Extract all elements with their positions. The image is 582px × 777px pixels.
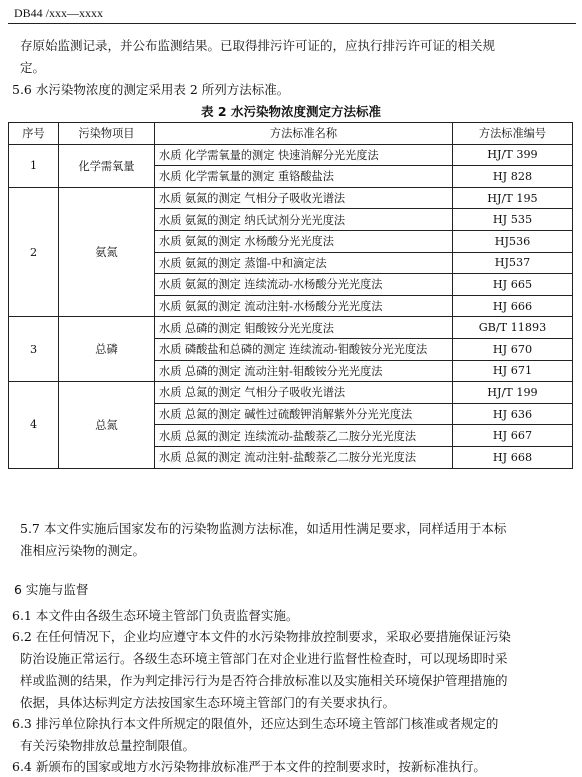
- method-code: HJ 636: [453, 403, 573, 425]
- clause-5-7-line-1: 5.7 本文件实施后国家发布的污染物监测方法标准，如适用性满足要求，同样适用于本标: [20, 521, 507, 536]
- method-code: HJ/T 195: [453, 187, 573, 209]
- method-code: HJ 671: [453, 360, 573, 382]
- method-name: 水质 总磷的测定 流动注射-钼酸铵分光光度法: [155, 360, 453, 382]
- header-code: 方法标准编号: [453, 123, 573, 145]
- method-name: 水质 磷酸盐和总磷的测定 连续流动-钼酸铵分光光度法: [155, 338, 453, 360]
- clause-6-2-line-1: 6.2 在任何情况下，企业均应遵守本文件的水污染物排放控制要求，采取必要措施保证污染: [12, 629, 511, 644]
- method-code: HJ 668: [453, 446, 573, 468]
- method-standard-table: [8, 122, 573, 469]
- method-code: GB/T 11893: [453, 317, 573, 339]
- table-caption: 表 2 水污染物浓度测定方法标准: [201, 104, 381, 119]
- pollutant-item: 总氮: [59, 382, 155, 468]
- method-code: HJ 666: [453, 295, 573, 317]
- header-no: 序号: [9, 123, 59, 145]
- method-name: 水质 氨氮的测定 气相分子吸收光谱法: [155, 187, 453, 209]
- method-code: HJ 670: [453, 338, 573, 360]
- method-name: 水质 总氮的测定 碱性过硫酸钾消解紫外分光光度法: [155, 403, 453, 425]
- table-row: [9, 317, 573, 339]
- clause-6-3-line-1: 6.3 排污单位除执行本文件所规定的限值外，还应达到生态环境主管部门核准或者规定的: [12, 716, 499, 731]
- row-number: 3: [9, 317, 59, 382]
- clause-6-2-line-3: 样或监测的结果，作为判定排污行为是否符合排放标准以及实施相关环境保护管理措施的: [20, 673, 508, 688]
- method-name: 水质 化学需氧量的测定 快速消解分光光度法: [155, 144, 453, 166]
- header-rule: [8, 23, 576, 24]
- header-method: 方法标准名称: [155, 123, 453, 145]
- row-number: 1: [9, 144, 59, 187]
- table-row: [9, 382, 573, 404]
- table-row: [9, 187, 573, 209]
- clause-6-4: 6.4 新颁布的国家或地方水污染物排放标准严于本文件的控制要求时，按新标准执行。: [12, 759, 486, 774]
- row-number: 4: [9, 382, 59, 468]
- method-name: 水质 氨氮的测定 连续流动-水杨酸分光光度法: [155, 274, 453, 296]
- clause-5-7-line-2: 准相应污染物的测定。: [20, 543, 146, 558]
- method-code: HJ 535: [453, 209, 573, 231]
- method-code: HJ/T 199: [453, 382, 573, 404]
- method-name: 水质 总氮的测定 连续流动-盐酸萘乙二胺分光光度法: [155, 425, 453, 447]
- method-name: 水质 总磷的测定 钼酸铵分光光度法: [155, 317, 453, 339]
- method-code: HJ536: [453, 230, 573, 252]
- method-code: HJ/T 399: [453, 144, 573, 166]
- table-row: [9, 144, 573, 166]
- method-code: HJ 828: [453, 166, 573, 188]
- method-name: 水质 氨氮的测定 蒸馏-中和滴定法: [155, 252, 453, 274]
- method-name: 水质 氨氮的测定 流动注射-水杨酸分光光度法: [155, 295, 453, 317]
- method-name: 水质 总氮的测定 气相分子吸收光谱法: [155, 382, 453, 404]
- clause-6-1: 6.1 本文件由各级生态环境主管部门负责监督实施。: [12, 608, 299, 623]
- clause-5-6: 5.6 水污染物浓度的测定采用表 2 所列方法标准。: [12, 82, 290, 97]
- method-name: 水质 氨氮的测定 纳氏试剂分光光度法: [155, 209, 453, 231]
- method-code: HJ 667: [453, 425, 573, 447]
- pollutant-item: 化学需氧量: [59, 144, 155, 187]
- method-code: HJ 665: [453, 274, 573, 296]
- doc-header: DB44 /xxx—xxxx: [14, 6, 104, 20]
- row-number: 2: [9, 187, 59, 317]
- method-name: 水质 总氮的测定 流动注射-盐酸萘乙二胺分光光度法: [155, 446, 453, 468]
- table-header-row: [9, 123, 573, 145]
- method-code: HJ537: [453, 252, 573, 274]
- method-name: 水质 氨氮的测定 水杨酸分光光度法: [155, 230, 453, 252]
- clause-6-3-line-2: 有关污染物排放总量控制限值。: [20, 738, 196, 753]
- intro-line-2: 定。: [20, 60, 46, 75]
- clause-6-2-line-4: 依据，具体达标判定方法按国家生态环境主管部门的有关要求执行。: [20, 695, 396, 710]
- header-item: 污染物项目: [59, 123, 155, 145]
- pollutant-item: 氨氮: [59, 187, 155, 317]
- intro-line-1: 存原始监测记录，并公布监测结果。已取得排污许可证的，应执行排污许可证的相关规: [20, 38, 496, 53]
- method-name: 水质 化学需氧量的测定 重铬酸盐法: [155, 166, 453, 188]
- pollutant-item: 总磷: [59, 317, 155, 382]
- section-6-title: 6 实施与监督: [14, 582, 89, 597]
- clause-6-2-line-2: 防治设施正常运行。各级生态环境主管部门在对企业进行监督性检查时，可以现场即时采: [20, 651, 508, 666]
